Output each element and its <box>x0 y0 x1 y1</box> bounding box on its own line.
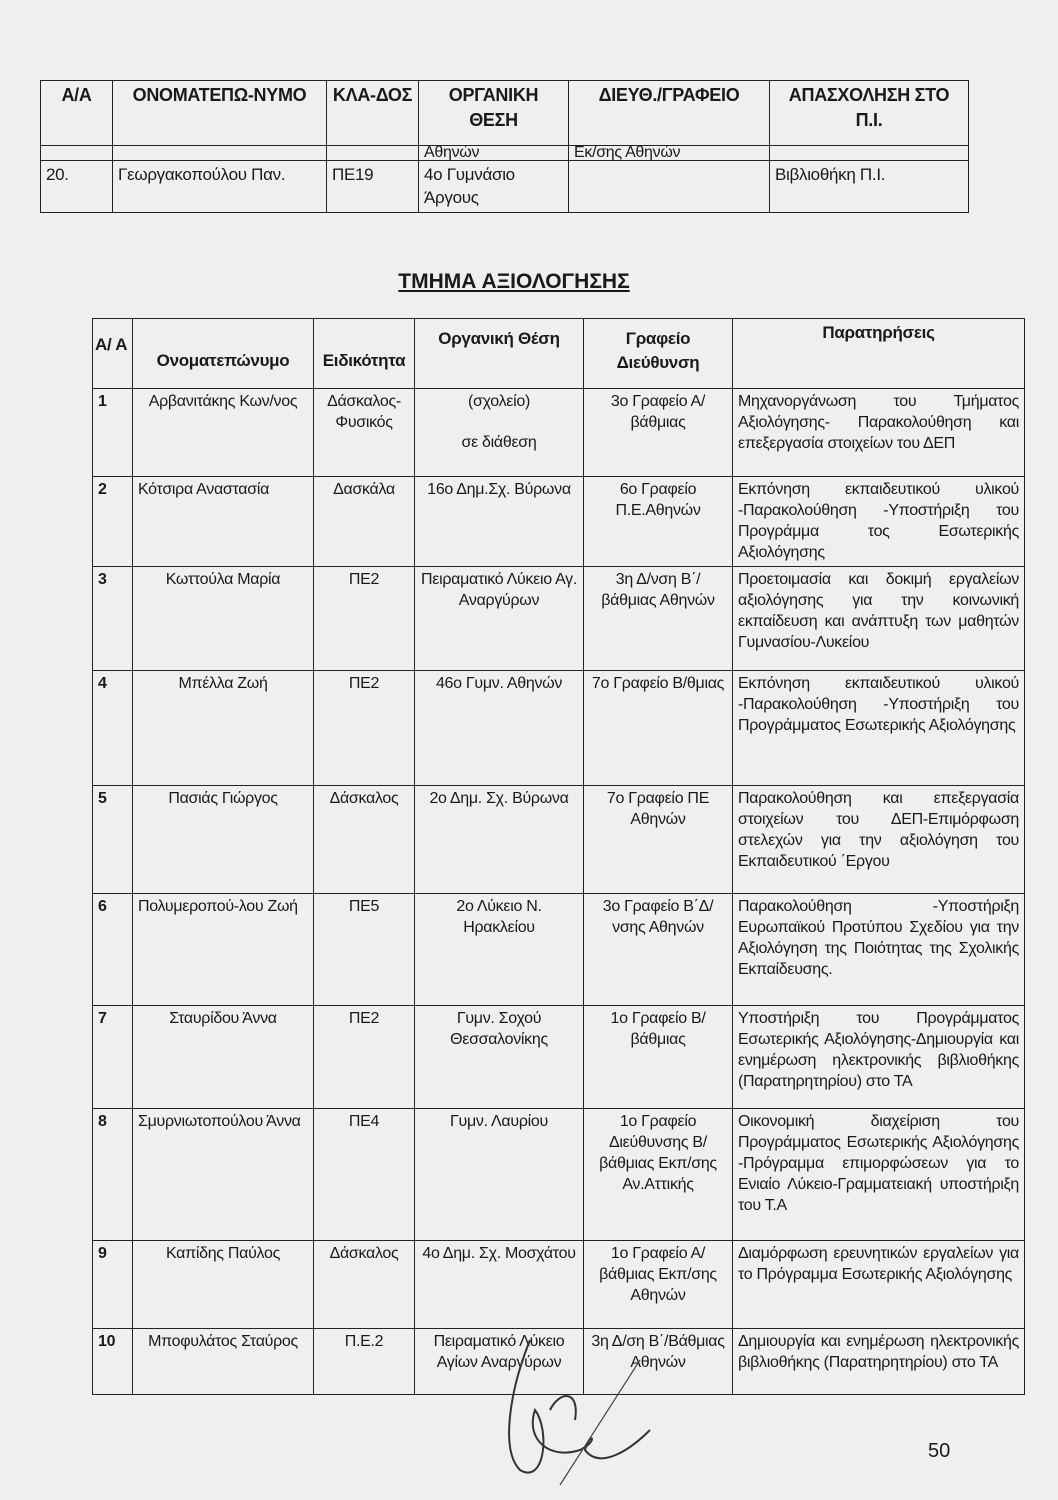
table-row <box>93 894 1025 1006</box>
name-cell: Πασιάς Γιώργος <box>133 786 314 894</box>
table-row <box>93 786 1025 894</box>
office-cell: 1ο Γραφείο Β/βάθμιας <box>584 1006 733 1109</box>
name-cell: Καπίδης Παύλος <box>133 1241 314 1329</box>
page-number: 50 <box>928 1440 951 1462</box>
organic-position-cell: 16ο Δημ.Σχ. Βύρωνα <box>415 477 584 567</box>
column-header: Ονοματεπώνυμο <box>133 319 314 389</box>
specialty-cell: ΠΕ2 <box>314 1006 415 1109</box>
column-header: ΟΡΓΑΝΙΚΗ ΘΕΣΗ <box>419 81 569 146</box>
table-cell <box>327 146 419 161</box>
office-cell: 3ο Γραφείο Β΄Δ/νσης Αθηνών <box>584 894 733 1006</box>
column-header: Α/ Α <box>93 319 133 389</box>
table-row <box>41 161 969 213</box>
table-cell <box>569 161 770 213</box>
row-number: 2 <box>93 477 133 567</box>
column-header: Ειδικότητα <box>314 319 415 389</box>
office-cell: 1ο Γραφείο Διεύθυνσης Β/βάθμιας Εκπ/σης Αν.Αττικής <box>584 1109 733 1241</box>
row-number: 7 <box>93 1006 133 1109</box>
row-number: 5 <box>93 786 133 894</box>
name-cell: Αρβανιτάκης Κων/νος <box>133 389 314 477</box>
organic-position-cell: 4ο Δημ. Σχ. Μοσχάτου <box>415 1241 584 1329</box>
specialty-cell: Π.Ε.2 <box>314 1329 415 1395</box>
organic-position-cell: Γυμν. Λαυρίου <box>415 1109 584 1241</box>
office-cell: 3ο Γραφείο Α/βάθμιας <box>584 389 733 477</box>
organic-position-cell: 2ο Δημ. Σχ. Βύρωνα <box>415 786 584 894</box>
table-row <box>93 389 1025 477</box>
table-row <box>93 567 1025 671</box>
specialty-cell: Δάσκαλος-Φυσικός <box>314 389 415 477</box>
organic-position-line: (σχολείο) <box>468 393 530 410</box>
notes-cell: Διαμόρφωση ερευνητικών εργαλείων για το Πρόγραμμα Εσωτερικής Αξιολόγησης <box>733 1241 1025 1329</box>
table-row <box>93 671 1025 786</box>
column-header: ΔΙΕΥΘ./ΓΡΑΦΕΙΟ <box>569 81 770 146</box>
column-header: Α/Α <box>41 81 113 146</box>
table-cell: Εκ/σης Αθηνών <box>569 146 770 161</box>
table-cell <box>113 146 327 161</box>
notes-cell: Παρακολούθηση και επεξεργασία στοιχείων του ΔΕΠ-Επιμόρφωση στελεχών για την αξιολόγηση του Εκπαιδευτικού ΄Εργου <box>733 786 1025 894</box>
name-cell: Σταυρίδου Άννα <box>133 1006 314 1109</box>
row-number: 6 <box>93 894 133 1006</box>
specialty-cell: ΠΕ2 <box>314 567 415 671</box>
notes-cell: Παρακολούθηση -Υποστήριξη Ευρωπαϊκού Προτύπου Σχεδίου για την Αξιολόγηση της Ποιότητας της Σχολικής Εκπαίδευσης. <box>733 894 1025 1006</box>
name-cell: Μποφυλάτος Σταύρος <box>133 1329 314 1395</box>
continuation-row <box>41 146 969 161</box>
row-number: 10 <box>93 1329 133 1395</box>
notes-cell: Εκπόνηση εκπαιδευτικού υλικού -Παρακολούθηση -Υποστήριξη του Προγράμμα τος Εσωτερικής Αξιολόγησης <box>733 477 1025 567</box>
office-cell: 3η Δ/νση Β΄/βάθμιας Αθηνών <box>584 567 733 671</box>
row-number: 9 <box>93 1241 133 1329</box>
office-cell: 7ο Γραφείο Β/θμιας <box>584 671 733 786</box>
organic-position-cell: 2ο Λύκειο Ν. Ηρακλείου <box>415 894 584 1006</box>
row-number: 4 <box>93 671 133 786</box>
specialty-cell: ΠΕ4 <box>314 1109 415 1241</box>
table-cell: ΠΕ19 <box>327 161 419 213</box>
table-row <box>93 477 1025 567</box>
column-header: Γραφείο Διεύθυνση <box>584 319 733 389</box>
table-cell: 4ο Γυμνάσιο Άργους <box>419 161 569 213</box>
specialty-cell: Δασκάλα <box>314 477 415 567</box>
organic-position-cell: Πειραματικό Λύκειο Αγίων Αναργύρων <box>415 1329 584 1395</box>
table-cell: Γεωργακοπούλου Παν. <box>113 161 327 213</box>
organic-position-line: σε διάθεση <box>461 434 537 451</box>
handwritten-signature <box>490 1300 690 1500</box>
header-row <box>41 81 969 146</box>
row-number: 3 <box>93 567 133 671</box>
staff-table-continuation <box>40 80 969 213</box>
organic-position-cell: 46ο Γυμν. Αθηνών <box>415 671 584 786</box>
name-cell: Κωττούλα Μαρία <box>133 567 314 671</box>
specialty-cell: Δάσκαλος <box>314 1241 415 1329</box>
table-row <box>93 1109 1025 1241</box>
organic-position-cell <box>415 389 584 477</box>
notes-cell: Προετοιμασία και δοκιμή εργαλείων αξιολόγησης για την κοινωνική εκπαίδευση και ανάπτυξη των μαθητών Γυμνασίου-Λυκείου <box>733 567 1025 671</box>
evaluation-department-table <box>92 318 1025 1395</box>
table-row <box>93 1006 1025 1109</box>
notes-cell: Δημιουργία και ενημέρωση ηλεκτρονικής βιβλιοθήκης (Παρατηρητηρίου) στο ΤΑ <box>733 1329 1025 1395</box>
name-cell: Μπέλλα Ζωή <box>133 671 314 786</box>
specialty-cell: ΠΕ5 <box>314 894 415 1006</box>
table-cell: Βιβλιοθήκη Π.Ι. <box>770 161 969 213</box>
office-cell: 1ο Γραφείο Α/βάθμιας Εκπ/σης Αθηνών <box>584 1241 733 1329</box>
notes-cell: Εκπόνηση εκπαιδευτικού υλικού -Παρακολούθηση -Υποστήριξη του Προγράμματος Εσωτερικής Αξιολόγησης <box>733 671 1025 786</box>
row-number: 8 <box>93 1109 133 1241</box>
table-cell <box>41 146 113 161</box>
name-cell: Σμυρνιωτοπούλου Άννα <box>133 1109 314 1241</box>
name-cell: Κότσιρα Αναστασία <box>133 477 314 567</box>
office-cell: 7ο Γραφείο ΠΕ Αθηνών <box>584 786 733 894</box>
table-cell: Αθηνών <box>419 146 569 161</box>
office-cell: 6ο Γραφείο Π.Ε.Αθηνών <box>584 477 733 567</box>
organic-position-cell: Γυμν. Σοχού Θεσσαλονίκης <box>415 1006 584 1109</box>
specialty-cell: Δάσκαλος <box>314 786 415 894</box>
notes-cell: Μηχανοργάνωση του Τμήματος Αξιολόγησης- Παρακολούθηση και επεξεργασία στοιχείων του ΔΕΠ <box>733 389 1025 477</box>
header-row <box>93 319 1025 389</box>
notes-cell: Υποστήριξη του Προγράμματος Εσωτερικής Αξιολόγησης-Δημιουργία και ενημέρωση ηλεκτρονικής βιβλιοθήκης (Παρατηρητηρίου) στο ΤΑ <box>733 1006 1025 1109</box>
organic-position-cell: Πειραματικό Λύκειο Αγ. Αναργύρων <box>415 567 584 671</box>
specialty-cell: ΠΕ2 <box>314 671 415 786</box>
row-number: 1 <box>93 389 133 477</box>
table-cell <box>770 146 969 161</box>
column-header: Οργανική Θέση <box>415 319 584 389</box>
table-cell: 20. <box>41 161 113 213</box>
column-header: ΚΛΑ-ΔΟΣ <box>327 81 419 146</box>
column-header: ΑΠΑΣΧΟΛΗΣΗ ΣΤΟ Π.Ι. <box>770 81 969 146</box>
office-cell: 3η Δ/ση Β΄/Βάθμιας Αθηνών <box>584 1329 733 1395</box>
notes-cell: Οικονομική διαχείριση του Προγράμματος Εσωτερικής Αξιολόγησης -Πρόγραμμα επιμορφώσεων για το Ενιαίο Λύκειο-Γραμματειακή υποστήριξη του Τ.Α <box>733 1109 1025 1241</box>
column-header: Παρατηρήσεις <box>733 319 1025 389</box>
column-header: ΟΝΟΜΑΤΕΠΩ-ΝΥΜΟ <box>113 81 327 146</box>
name-cell: Πολυμεροπού-λου Ζωή <box>133 894 314 1006</box>
section-title: ΤΜΗΜΑ ΑΞΙΟΛΟΓΗΣΗΣ <box>398 270 630 293</box>
